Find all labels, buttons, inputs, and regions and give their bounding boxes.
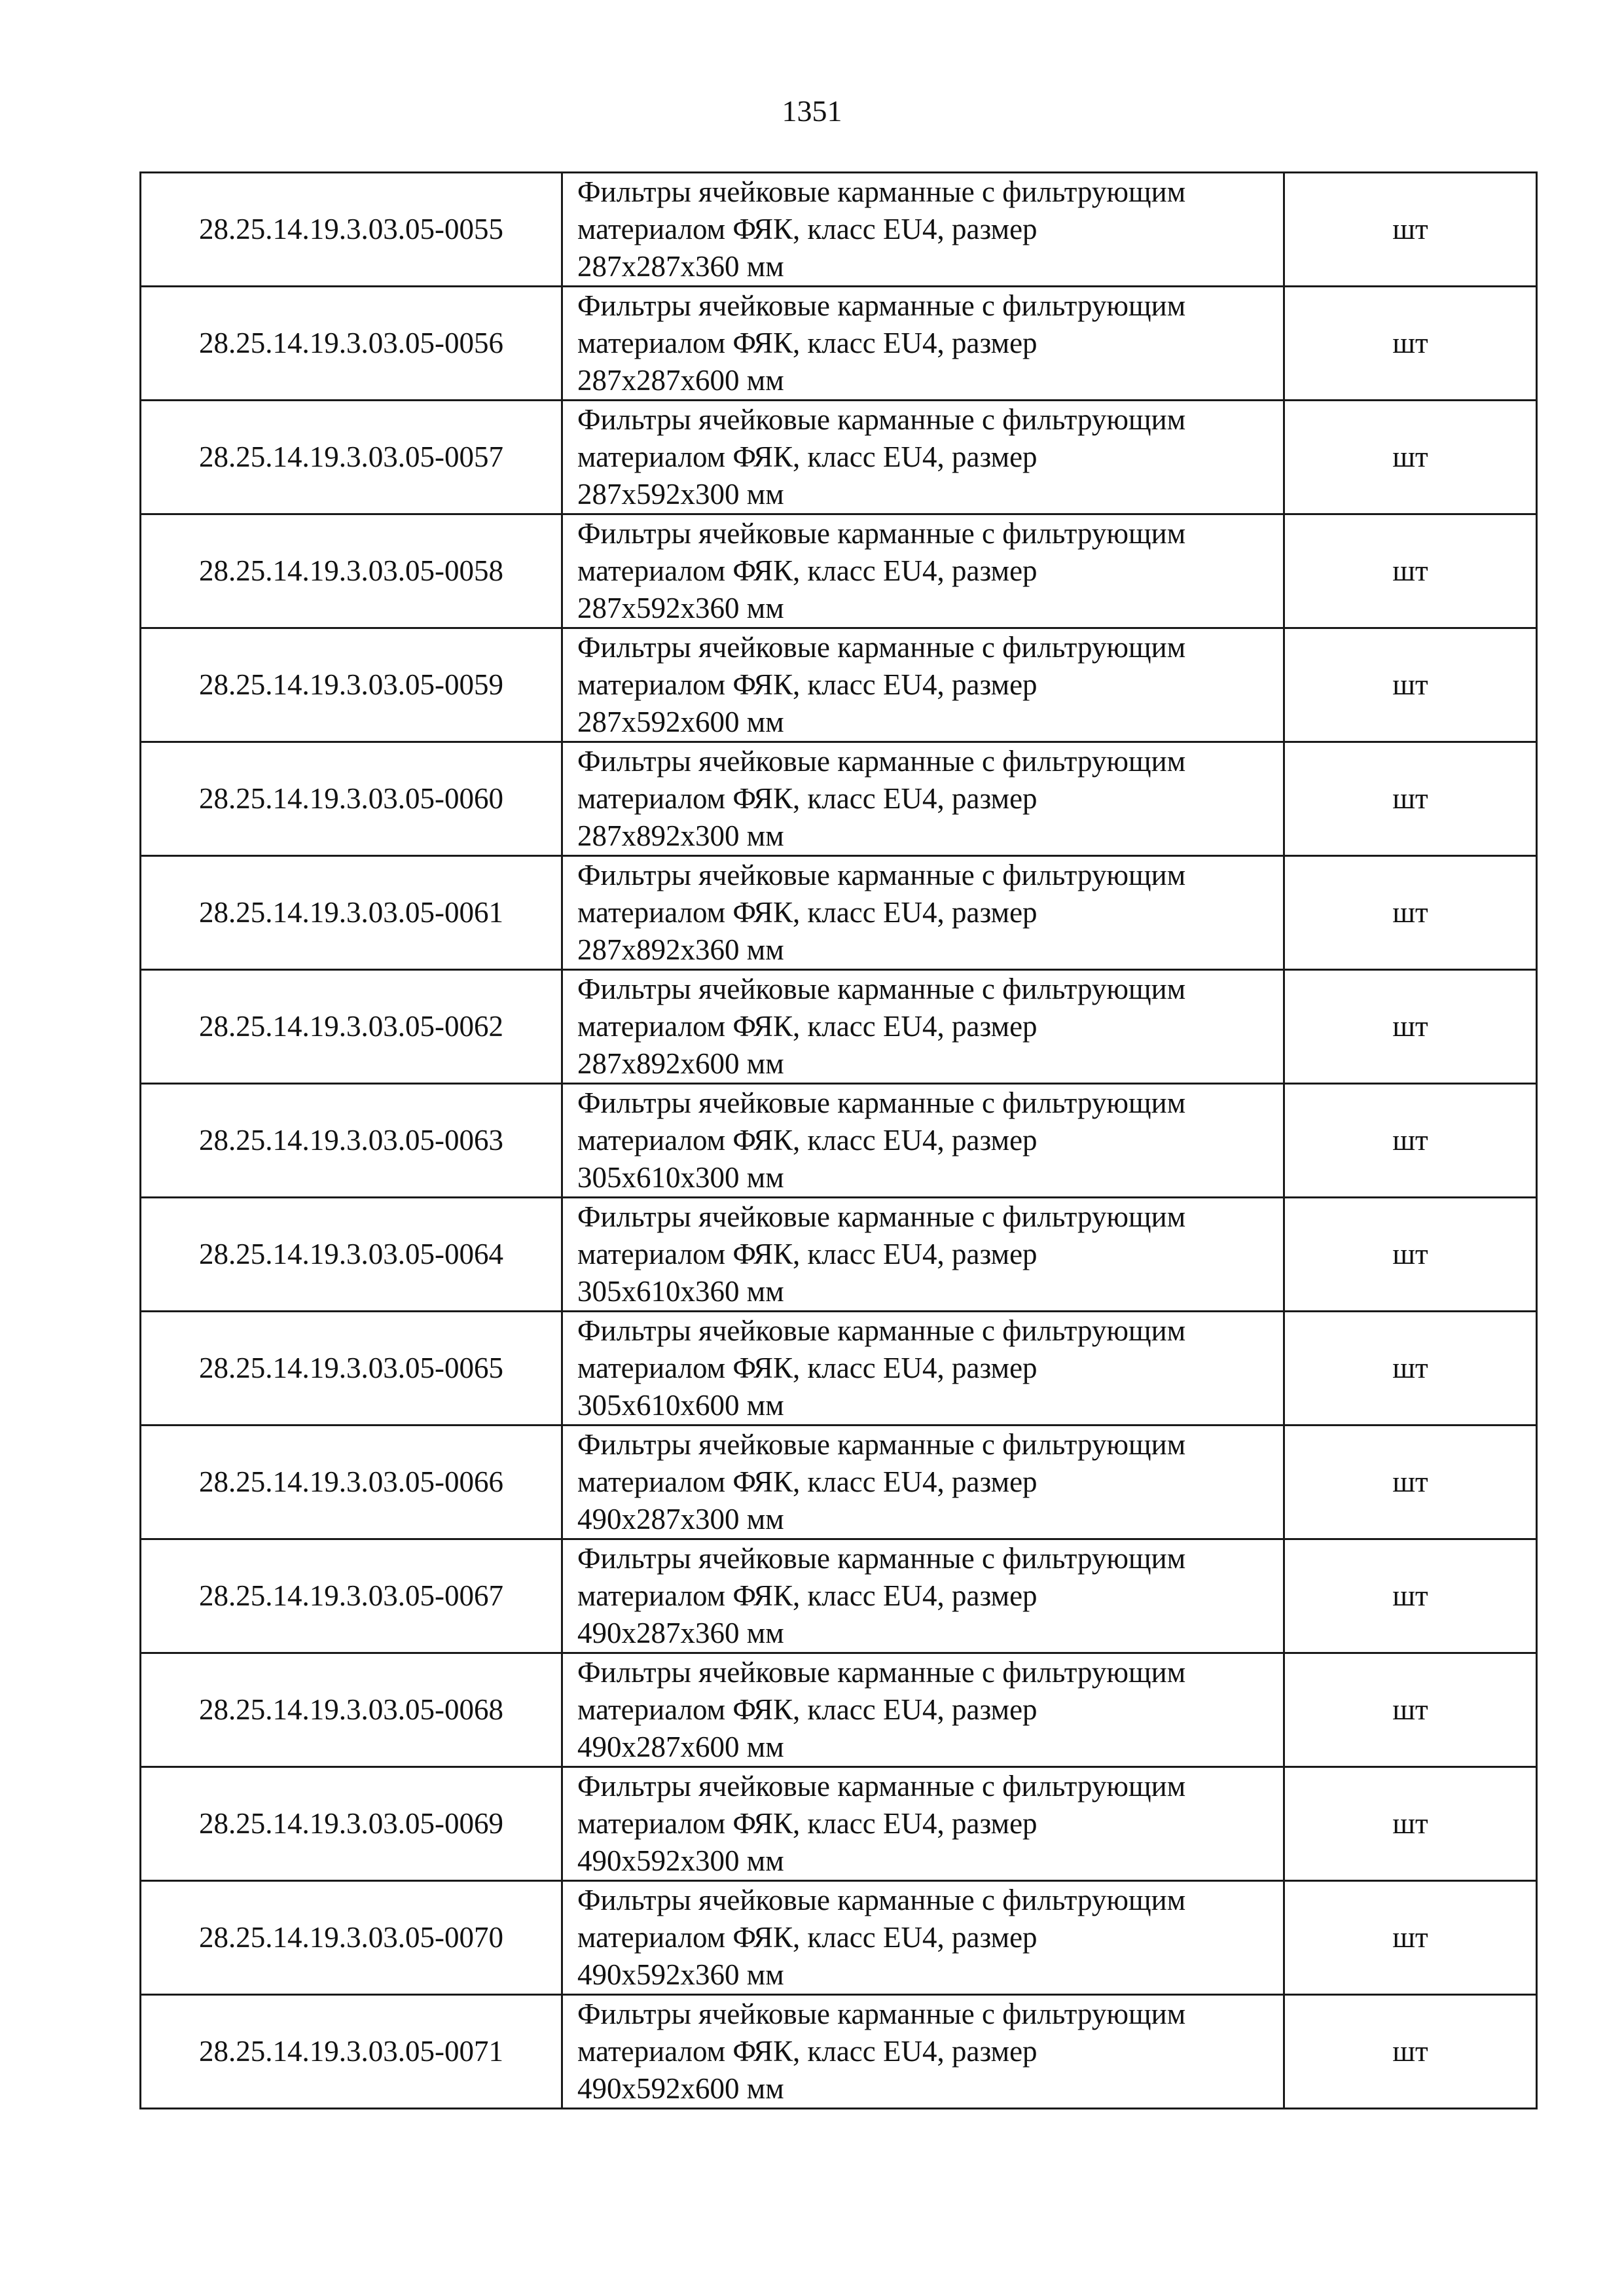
description-size: 287x287x360 мм xyxy=(577,250,784,283)
description-size: 287x592x600 мм xyxy=(577,706,784,738)
description-text: Фильтры ячейковые карманные с фильтрующим материалом ФЯК, класс EU4, размер xyxy=(577,745,1186,815)
resource-code-cell: 28.25.14.19.3.03.05-0065 xyxy=(141,1312,562,1426)
description-size: 287x892x300 мм xyxy=(577,819,784,852)
unit-cell: шт xyxy=(1284,742,1537,856)
description-text: Фильтры ячейковые карманные с фильтрующим материалом ФЯК, класс EU4, размер xyxy=(577,1200,1186,1270)
resource-table xyxy=(139,171,1538,2109)
unit-cell: шт xyxy=(1284,1995,1537,2109)
unit-cell: шт xyxy=(1284,1767,1537,1881)
table-row xyxy=(141,401,1537,514)
description-text: Фильтры ячейковые карманные с фильтрующим материалом ФЯК, класс EU4, размер xyxy=(577,1656,1186,1726)
unit-cell: шт xyxy=(1284,287,1537,401)
description-size: 490x287x360 мм xyxy=(577,1617,784,1649)
resource-code-cell: 28.25.14.19.3.03.05-0058 xyxy=(141,514,562,628)
resource-description-cell xyxy=(562,1198,1284,1312)
unit-cell: шт xyxy=(1284,1539,1537,1653)
description-text: Фильтры ячейковые карманные с фильтрующим материалом ФЯК, класс EU4, размер xyxy=(577,859,1186,929)
description-size: 305x610x600 мм xyxy=(577,1389,784,1422)
description-text: Фильтры ячейковые карманные с фильтрующим материалом ФЯК, класс EU4, размер xyxy=(577,1770,1186,1840)
table-row xyxy=(141,1539,1537,1653)
resource-description-cell xyxy=(562,628,1284,742)
unit-cell: шт xyxy=(1284,856,1537,970)
description-size: 287x287x600 мм xyxy=(577,364,784,397)
unit-cell: шт xyxy=(1284,401,1537,514)
description-size: 305x610x300 мм xyxy=(577,1161,784,1194)
resource-code-cell: 28.25.14.19.3.03.05-0068 xyxy=(141,1653,562,1767)
table-row xyxy=(141,970,1537,1084)
resource-code-cell: 28.25.14.19.3.03.05-0067 xyxy=(141,1539,562,1653)
description-size: 287x592x300 мм xyxy=(577,478,784,511)
resource-code-cell: 28.25.14.19.3.03.05-0071 xyxy=(141,1995,562,2109)
resource-description-cell xyxy=(562,1539,1284,1653)
table-row xyxy=(141,1995,1537,2109)
description-text: Фильтры ячейковые карманные с фильтрующим материалом ФЯК, класс EU4, размер xyxy=(577,289,1186,359)
description-size: 287x592x360 мм xyxy=(577,592,784,624)
resource-description-cell xyxy=(562,1767,1284,1881)
unit-cell: шт xyxy=(1284,1653,1537,1767)
resource-description-cell xyxy=(562,1995,1284,2109)
resource-code-cell: 28.25.14.19.3.03.05-0064 xyxy=(141,1198,562,1312)
resource-code-cell: 28.25.14.19.3.03.05-0061 xyxy=(141,856,562,970)
resource-code-cell: 28.25.14.19.3.03.05-0055 xyxy=(141,173,562,287)
description-text: Фильтры ячейковые карманные с фильтрующим материалом ФЯК, класс EU4, размер xyxy=(577,175,1186,245)
description-size: 287x892x600 мм xyxy=(577,1047,784,1080)
resource-code-cell: 28.25.14.19.3.03.05-0066 xyxy=(141,1426,562,1539)
table-row xyxy=(141,1767,1537,1881)
resource-code-cell: 28.25.14.19.3.03.05-0069 xyxy=(141,1767,562,1881)
table-row xyxy=(141,1881,1537,1995)
page-number: 1351 xyxy=(782,94,842,128)
description-text: Фильтры ячейковые карманные с фильтрующим материалом ФЯК, класс EU4, размер xyxy=(577,517,1186,587)
table-row xyxy=(141,742,1537,856)
description-size: 490x592x600 мм xyxy=(577,2072,784,2105)
table-row xyxy=(141,1426,1537,1539)
resource-description-cell xyxy=(562,173,1284,287)
table-row xyxy=(141,173,1537,287)
description-text: Фильтры ячейковые карманные с фильтрующим материалом ФЯК, класс EU4, размер xyxy=(577,1086,1186,1157)
description-size: 305x610x360 мм xyxy=(577,1275,784,1308)
resource-description-cell xyxy=(562,1653,1284,1767)
resource-description-cell xyxy=(562,401,1284,514)
resource-description-cell xyxy=(562,514,1284,628)
resource-description-cell xyxy=(562,742,1284,856)
unit-cell: шт xyxy=(1284,1881,1537,1995)
resource-description-cell xyxy=(562,1426,1284,1539)
description-size: 490x287x600 мм xyxy=(577,1731,784,1763)
description-text: Фильтры ячейковые карманные с фильтрующим материалом ФЯК, класс EU4, размер xyxy=(577,973,1186,1043)
resource-code-cell: 28.25.14.19.3.03.05-0070 xyxy=(141,1881,562,1995)
description-text: Фильтры ячейковые карманные с фильтрующим материалом ФЯК, класс EU4, размер xyxy=(577,1884,1186,1954)
resource-description-cell xyxy=(562,856,1284,970)
resource-description-cell xyxy=(562,1084,1284,1198)
unit-cell: шт xyxy=(1284,1084,1537,1198)
resource-code-cell: 28.25.14.19.3.03.05-0056 xyxy=(141,287,562,401)
description-size: 490x592x360 мм xyxy=(577,1958,784,1991)
description-text: Фильтры ячейковые карманные с фильтрующим материалом ФЯК, класс EU4, размер xyxy=(577,1314,1186,1384)
table-row xyxy=(141,628,1537,742)
unit-cell: шт xyxy=(1284,1426,1537,1539)
resource-description-cell xyxy=(562,287,1284,401)
resource-code-cell: 28.25.14.19.3.03.05-0057 xyxy=(141,401,562,514)
table-row xyxy=(141,1198,1537,1312)
table-body xyxy=(141,173,1537,2109)
resource-code-cell: 28.25.14.19.3.03.05-0062 xyxy=(141,970,562,1084)
table-row xyxy=(141,1084,1537,1198)
resource-description-cell xyxy=(562,1312,1284,1426)
resource-description-cell xyxy=(562,1881,1284,1995)
description-size: 490x287x300 мм xyxy=(577,1503,784,1535)
unit-cell: шт xyxy=(1284,173,1537,287)
description-size: 287x892x360 мм xyxy=(577,933,784,966)
unit-cell: шт xyxy=(1284,1312,1537,1426)
resource-description-cell xyxy=(562,970,1284,1084)
unit-cell: шт xyxy=(1284,514,1537,628)
unit-cell: шт xyxy=(1284,1198,1537,1312)
resource-code-cell: 28.25.14.19.3.03.05-0059 xyxy=(141,628,562,742)
description-size: 490x592x300 мм xyxy=(577,1844,784,1877)
unit-cell: шт xyxy=(1284,628,1537,742)
description-text: Фильтры ячейковые карманные с фильтрующим материалом ФЯК, класс EU4, размер xyxy=(577,631,1186,701)
table-row xyxy=(141,287,1537,401)
description-text: Фильтры ячейковые карманные с фильтрующим материалом ФЯК, класс EU4, размер xyxy=(577,403,1186,473)
description-text: Фильтры ячейковые карманные с фильтрующим материалом ФЯК, класс EU4, размер xyxy=(577,1428,1186,1498)
resource-code-cell: 28.25.14.19.3.03.05-0063 xyxy=(141,1084,562,1198)
description-text: Фильтры ячейковые карманные с фильтрующим материалом ФЯК, класс EU4, размер xyxy=(577,1542,1186,1612)
resource-code-cell: 28.25.14.19.3.03.05-0060 xyxy=(141,742,562,856)
table-row xyxy=(141,514,1537,628)
table-row xyxy=(141,856,1537,970)
description-text: Фильтры ячейковые карманные с фильтрующим материалом ФЯК, класс EU4, размер xyxy=(577,1998,1186,2068)
unit-cell: шт xyxy=(1284,970,1537,1084)
table-row xyxy=(141,1312,1537,1426)
table-row xyxy=(141,1653,1537,1767)
